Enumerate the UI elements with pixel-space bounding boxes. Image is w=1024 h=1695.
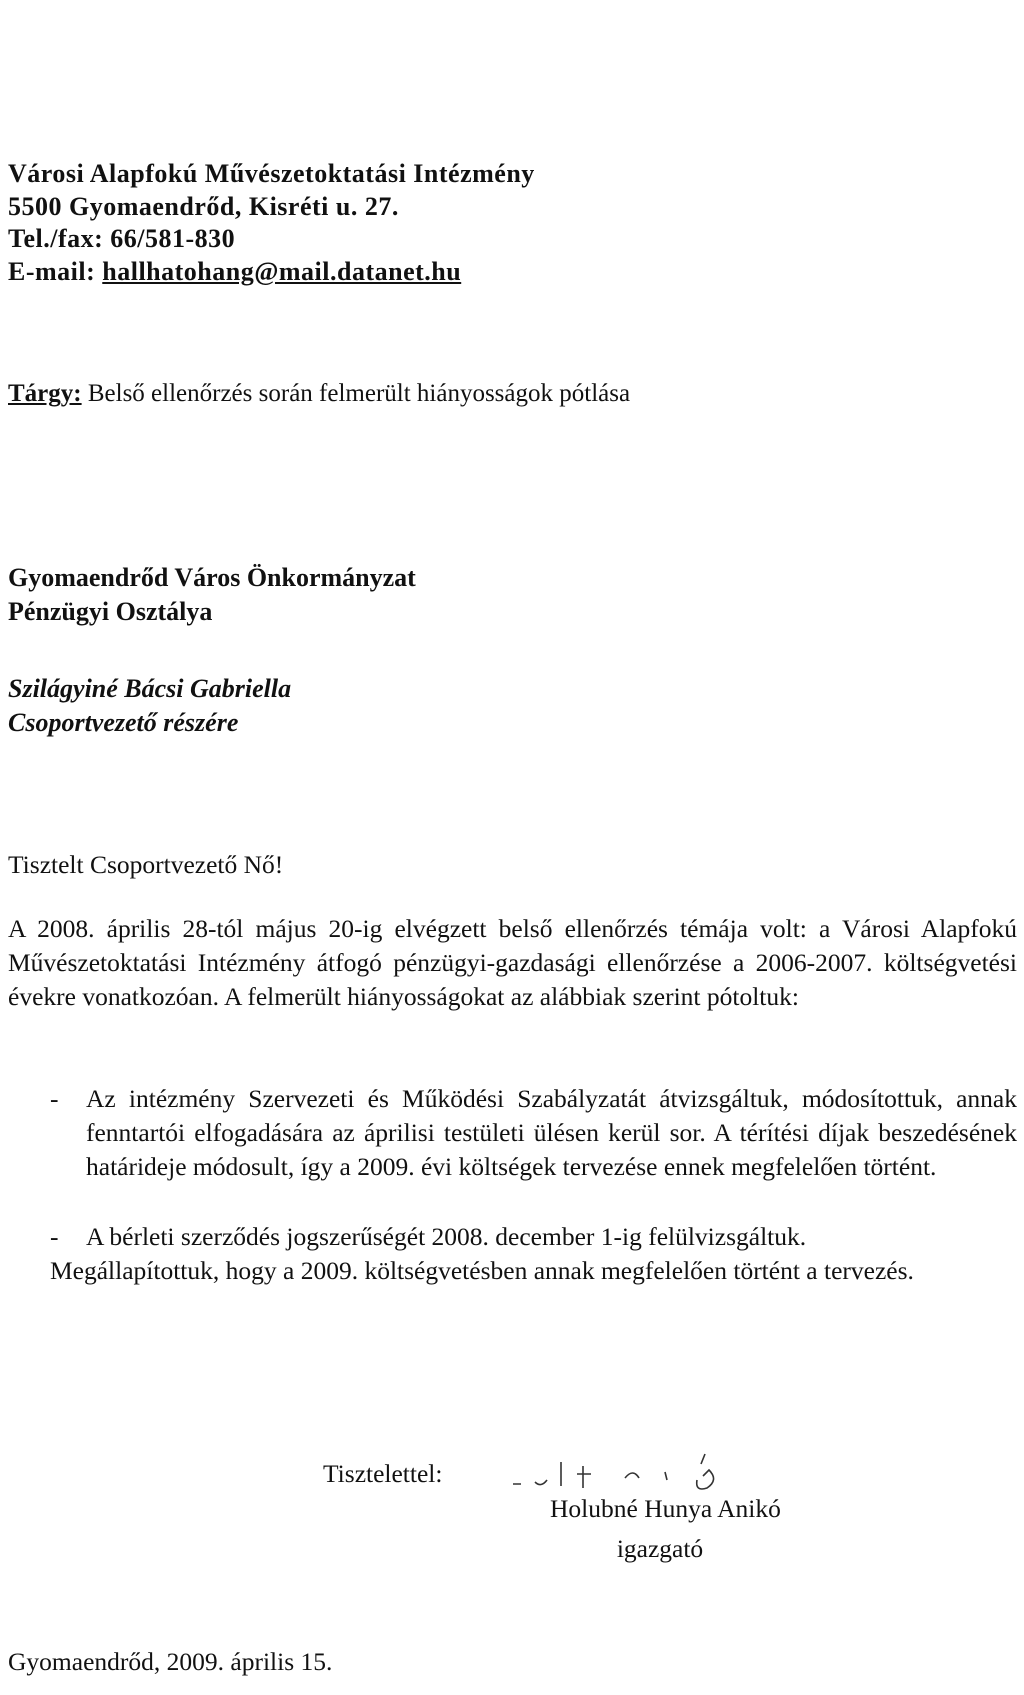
recipient-role: Csoportvezető részére [8, 708, 239, 737]
list-item-first-line: A bérleti szerződés jogszerűségét 2008. december 1-ig felülvizsgáltuk. [86, 1222, 807, 1251]
bullet-dash: - [50, 1084, 59, 1113]
email-label: E-mail: [8, 257, 96, 286]
recipient-person: Szilágyiné Bácsi Gabriella [8, 674, 292, 703]
recipient-org: Gyomaendrőd Város Önkormányzat [8, 563, 416, 592]
subject-line [8, 380, 630, 408]
sender-address: 5500 Gyomaendrőd, Kisréti u. 27. [8, 192, 399, 221]
subject-text: Belső ellenőrzés során felmerült hiányosságok pótlása [87, 380, 631, 407]
subject-label: Tárgy: [8, 380, 82, 407]
recipient-dept: Pénzügyi Osztálya [8, 597, 213, 626]
email-link[interactable]: hallhatohang@mail.datanet.hu [102, 257, 462, 286]
signature-name: Holubné Hunya Anikó [550, 1494, 781, 1523]
phone-label: Tel./fax: [8, 224, 104, 253]
list-item: Az intézmény Szervezeti és Működési Szabályzatát átvizsgáltuk, módosítottuk, annak fenntartói elfogadására az áprilisi testületi ülésen kerül sor. A térítési díjak beszedésének határideje módosult, így a 2009. évi költségek tervezése ennek megfelelően történt. [86, 1084, 1017, 1181]
signature-title: igazgató [616, 1534, 704, 1563]
sender-name: Városi Alapfokú Művészetoktatási Intézmény [8, 159, 535, 188]
phone-number: 66/581-830 [110, 224, 236, 253]
closing: Tisztelettel: [323, 1459, 443, 1488]
signature-scribble [505, 1448, 735, 1496]
place-date: Gyomaendrőd, 2009. április 15. [8, 1647, 333, 1676]
list-item: Megállapítottuk, hogy a 2009. költségvetésben annak megfelelően történt a tervezés. [50, 1256, 914, 1285]
sender-phone [8, 222, 235, 255]
bullet-dash: - [50, 1222, 59, 1251]
intro-paragraph: A 2008. április 28-tól május 20-ig elvégzett belső ellenőrzés témája volt: a Városi Alapfokú Művészetoktatási Intézmény átfogó pénzügyi-gazdasági ellenőrzése a 2006-2007. költségvetési évekre vonatkozóan. A felmerült hiányosságokat az alábbiak szerint pótoltuk: [8, 914, 1017, 1011]
sender-email [8, 255, 461, 288]
salutation: Tisztelt Csoportvezető Nő! [8, 850, 284, 879]
